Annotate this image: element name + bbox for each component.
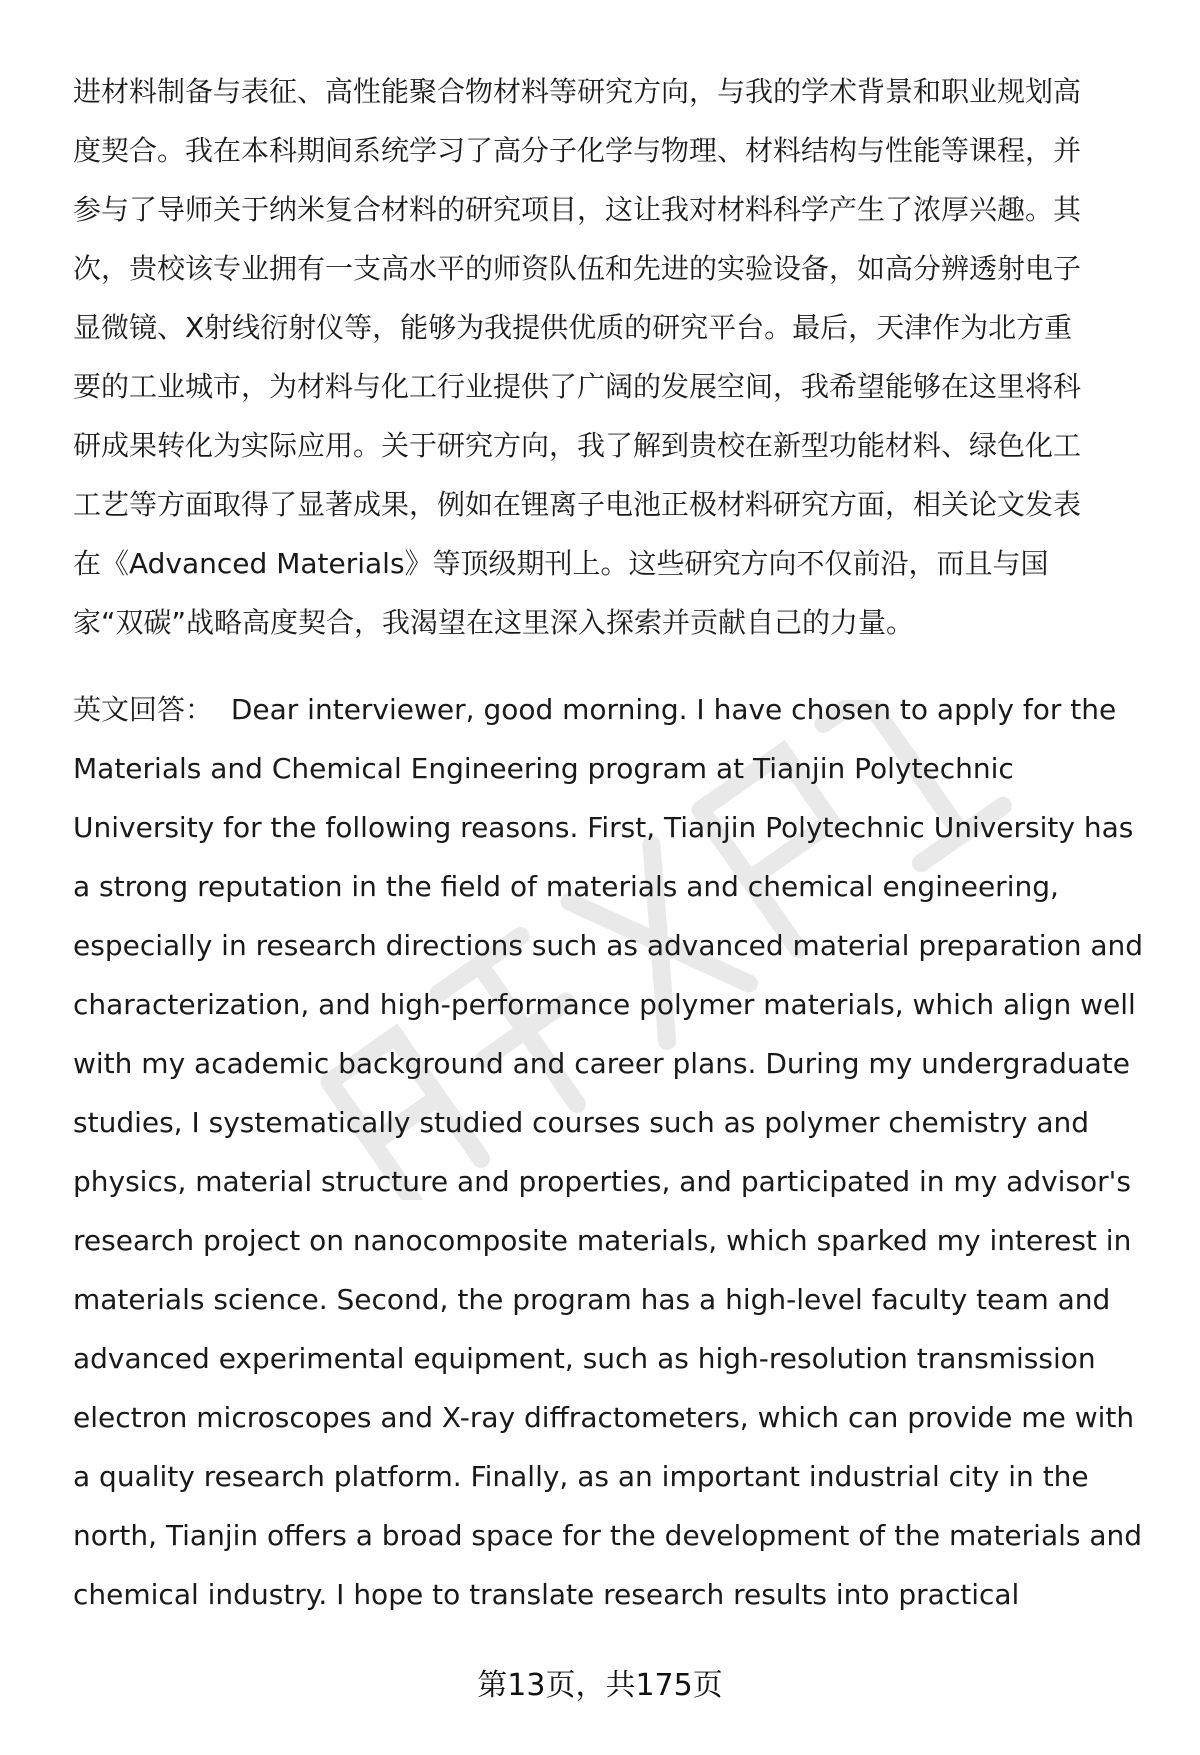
main-text bbox=[73, 62, 1153, 1624]
chinese-line: 研成果转化为实际应用。关于研究方向，我了解到贵校在新型功能材料、绿色化工 bbox=[73, 429, 1082, 462]
english-line: electron microscopes and X-ray diffractometers, which can provide me with bbox=[73, 1401, 1135, 1434]
english-line: a strong reputation in the field of materials and chemical engineering, bbox=[73, 870, 1059, 903]
english-answer-first-line bbox=[73, 680, 1153, 739]
english-line: a quality research platform. Finally, as an important industrial city in the bbox=[73, 1460, 1089, 1493]
english-line: characterization, and high-performance polymer materials, which align well bbox=[73, 988, 1136, 1021]
english-line: University for the following reasons. First, Tianjin Polytechnic University has bbox=[73, 811, 1134, 844]
english-answer-opening: Dear interviewer, good morning. I have chosen to apply for the bbox=[230, 693, 1117, 726]
english-answer-label: 英文回答： bbox=[73, 693, 214, 726]
english-line: with my academic background and career plans. During my undergraduate bbox=[73, 1047, 1130, 1080]
chinese-line: 要的工业城市，为材料与化工行业提供了广阔的发展空间，我希望能够在这里将科 bbox=[73, 370, 1082, 403]
english-line: physics, material structure and properties, and participated in my advisor's bbox=[73, 1165, 1131, 1198]
chinese-line: 度契合。我在本科期间系统学习了高分子化学与物理、材料结构与性能等课程，并 bbox=[73, 134, 1082, 167]
chinese-line: 次，贵校该专业拥有一支高水平的师资队伍和先进的实验设备，如高分辨透射电子 bbox=[73, 252, 1082, 285]
chinese-line: 进材料制备与表征、高性能聚合物材料等研究方向，与我的学术背景和职业规划高 bbox=[73, 75, 1082, 108]
chinese-line: 参与了导师关于纳米复合材料的研究项目，这让我对材料科学产生了浓厚兴趣。其 bbox=[73, 193, 1082, 226]
chinese-line: 显微镜、X射线衍射仪等，能够为我提供优质的研究平台。最后，天津作为北方重 bbox=[73, 311, 1073, 344]
english-line: chemical industry. I hope to translate research results into practical bbox=[73, 1578, 1020, 1611]
english-line: studies, I systematically studied courses such as polymer chemistry and bbox=[73, 1106, 1090, 1139]
chinese-line: 家“双碳”战略高度契合，我渴望在这里深入探索并贡献自己的力量。 bbox=[73, 606, 915, 639]
chinese-line: 工艺等方面取得了显著成果，例如在锂离子电池正极材料研究方面，相关论文发表 bbox=[73, 488, 1082, 521]
page-number: 第13页，共175页 bbox=[477, 1668, 723, 1703]
english-line: research project on nanocomposite materials, which sparked my interest in bbox=[73, 1224, 1132, 1257]
english-line: materials science. Second, the program has a high-level faculty team and bbox=[73, 1283, 1111, 1316]
paragraph-gap bbox=[73, 652, 1153, 680]
chinese-line: 在《Advanced Materials》等顶级期刊上。这些研究方向不仅前沿，而且与国 bbox=[73, 547, 1049, 580]
english-line: especially in research directions such as advanced material preparation and bbox=[73, 929, 1144, 962]
english-line: Materials and Chemical Engineering program at Tianjin Polytechnic bbox=[73, 752, 1014, 785]
english-line: north, Tianjin offers a broad space for the development of the materials and bbox=[73, 1519, 1143, 1552]
english-line: advanced experimental equipment, such as high-resolution transmission bbox=[73, 1342, 1096, 1375]
